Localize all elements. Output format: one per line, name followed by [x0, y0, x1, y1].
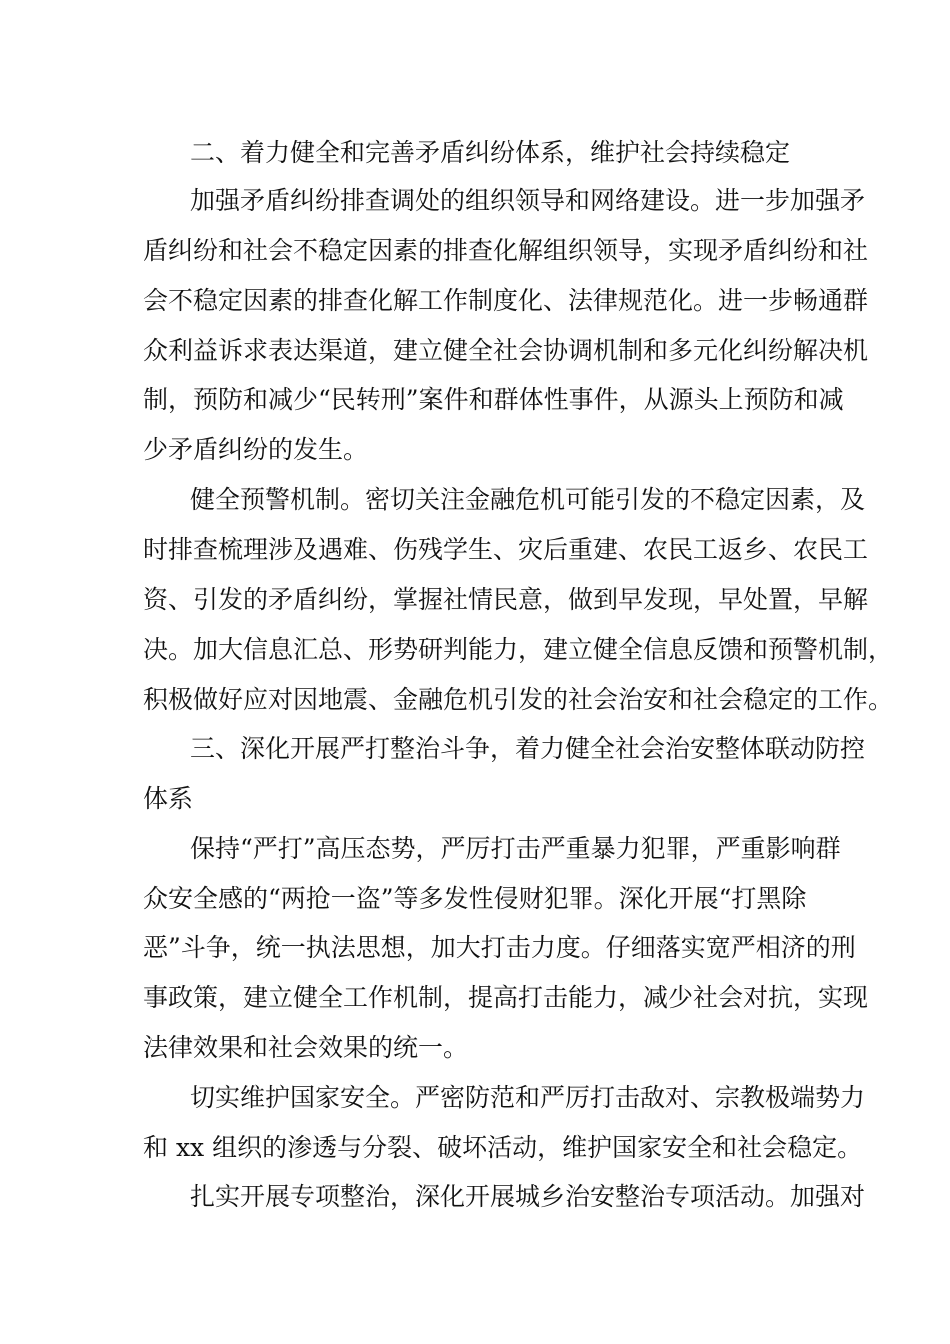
paragraph-line: 切实维护国家安全。严密防范和严厉打击敌对、宗教极端势力	[190, 1083, 866, 1112]
paragraph-line: 会不稳定因素的排查化解工作制度化、法律规范化。进一步畅通群	[143, 286, 869, 315]
paragraph-line: 保持“严打”高压态势，严厉打击严重暴力犯罪，严重影响群	[190, 834, 841, 863]
paragraph-line: 扎实开展专项整治，深化开展城乡治安整治专项活动。加强对	[190, 1182, 866, 1211]
section-heading-3-cont: 体系	[143, 784, 194, 813]
paragraph-line: 众安全感的“两抢一盗”等多发性侵财犯罪。深化开展“打黑除	[143, 884, 807, 913]
paragraph-line: 和 xx 组织的渗透与分裂、破坏活动，维护国家安全和社会稳定。	[143, 1133, 863, 1162]
paragraph-line: 众利益诉求表达渠道，建立健全社会协调机制和多元化纠纷解决机	[143, 336, 869, 365]
paragraph-line: 恶”斗争，统一执法思想，加大打击力度。仔细落实宽严相济的刑	[143, 933, 856, 962]
paragraph-line: 时排查梳理涉及遇难、伤残学生、灾后重建、农民工返乡、农民工	[143, 535, 869, 564]
paragraph-line: 事政策，建立健全工作机制，提高打击能力，减少社会对抗，实现	[143, 983, 869, 1012]
paragraph-line: 盾纠纷和社会不稳定因素的排查化解组织领导，实现矛盾纠纷和社	[143, 236, 869, 265]
paragraph-line: 法律效果和社会效果的统一。	[143, 1033, 469, 1062]
section-heading-2: 二、着力健全和完善矛盾纠纷体系，维护社会持续稳定	[190, 138, 791, 167]
section-heading-3: 三、深化开展严打整治斗争，着力健全社会治安整体联动防控	[190, 734, 866, 763]
paragraph-line: 健全预警机制。密切关注金融危机可能引发的不稳定因素，及	[190, 485, 866, 514]
paragraph-line: 少矛盾纠纷的发生。	[143, 435, 369, 464]
paragraph-line: 积极做好应对因地震、金融危机引发的社会治安和社会稳定的工作。	[143, 685, 894, 714]
paragraph-line: 制，预防和减少“民转刑”案件和群体性事件，从源头上预防和减	[143, 385, 844, 414]
paragraph-line: 资、引发的矛盾纠纷，掌握社情民意，做到早发现，早处置，早解	[143, 585, 869, 614]
paragraph-line: 决。加大信息汇总、形势研判能力，建立健全信息反馈和预警机制，	[143, 635, 894, 664]
paragraph-line: 加强矛盾纠纷排查调处的组织领导和网络建设。进一步加强矛	[190, 186, 866, 215]
